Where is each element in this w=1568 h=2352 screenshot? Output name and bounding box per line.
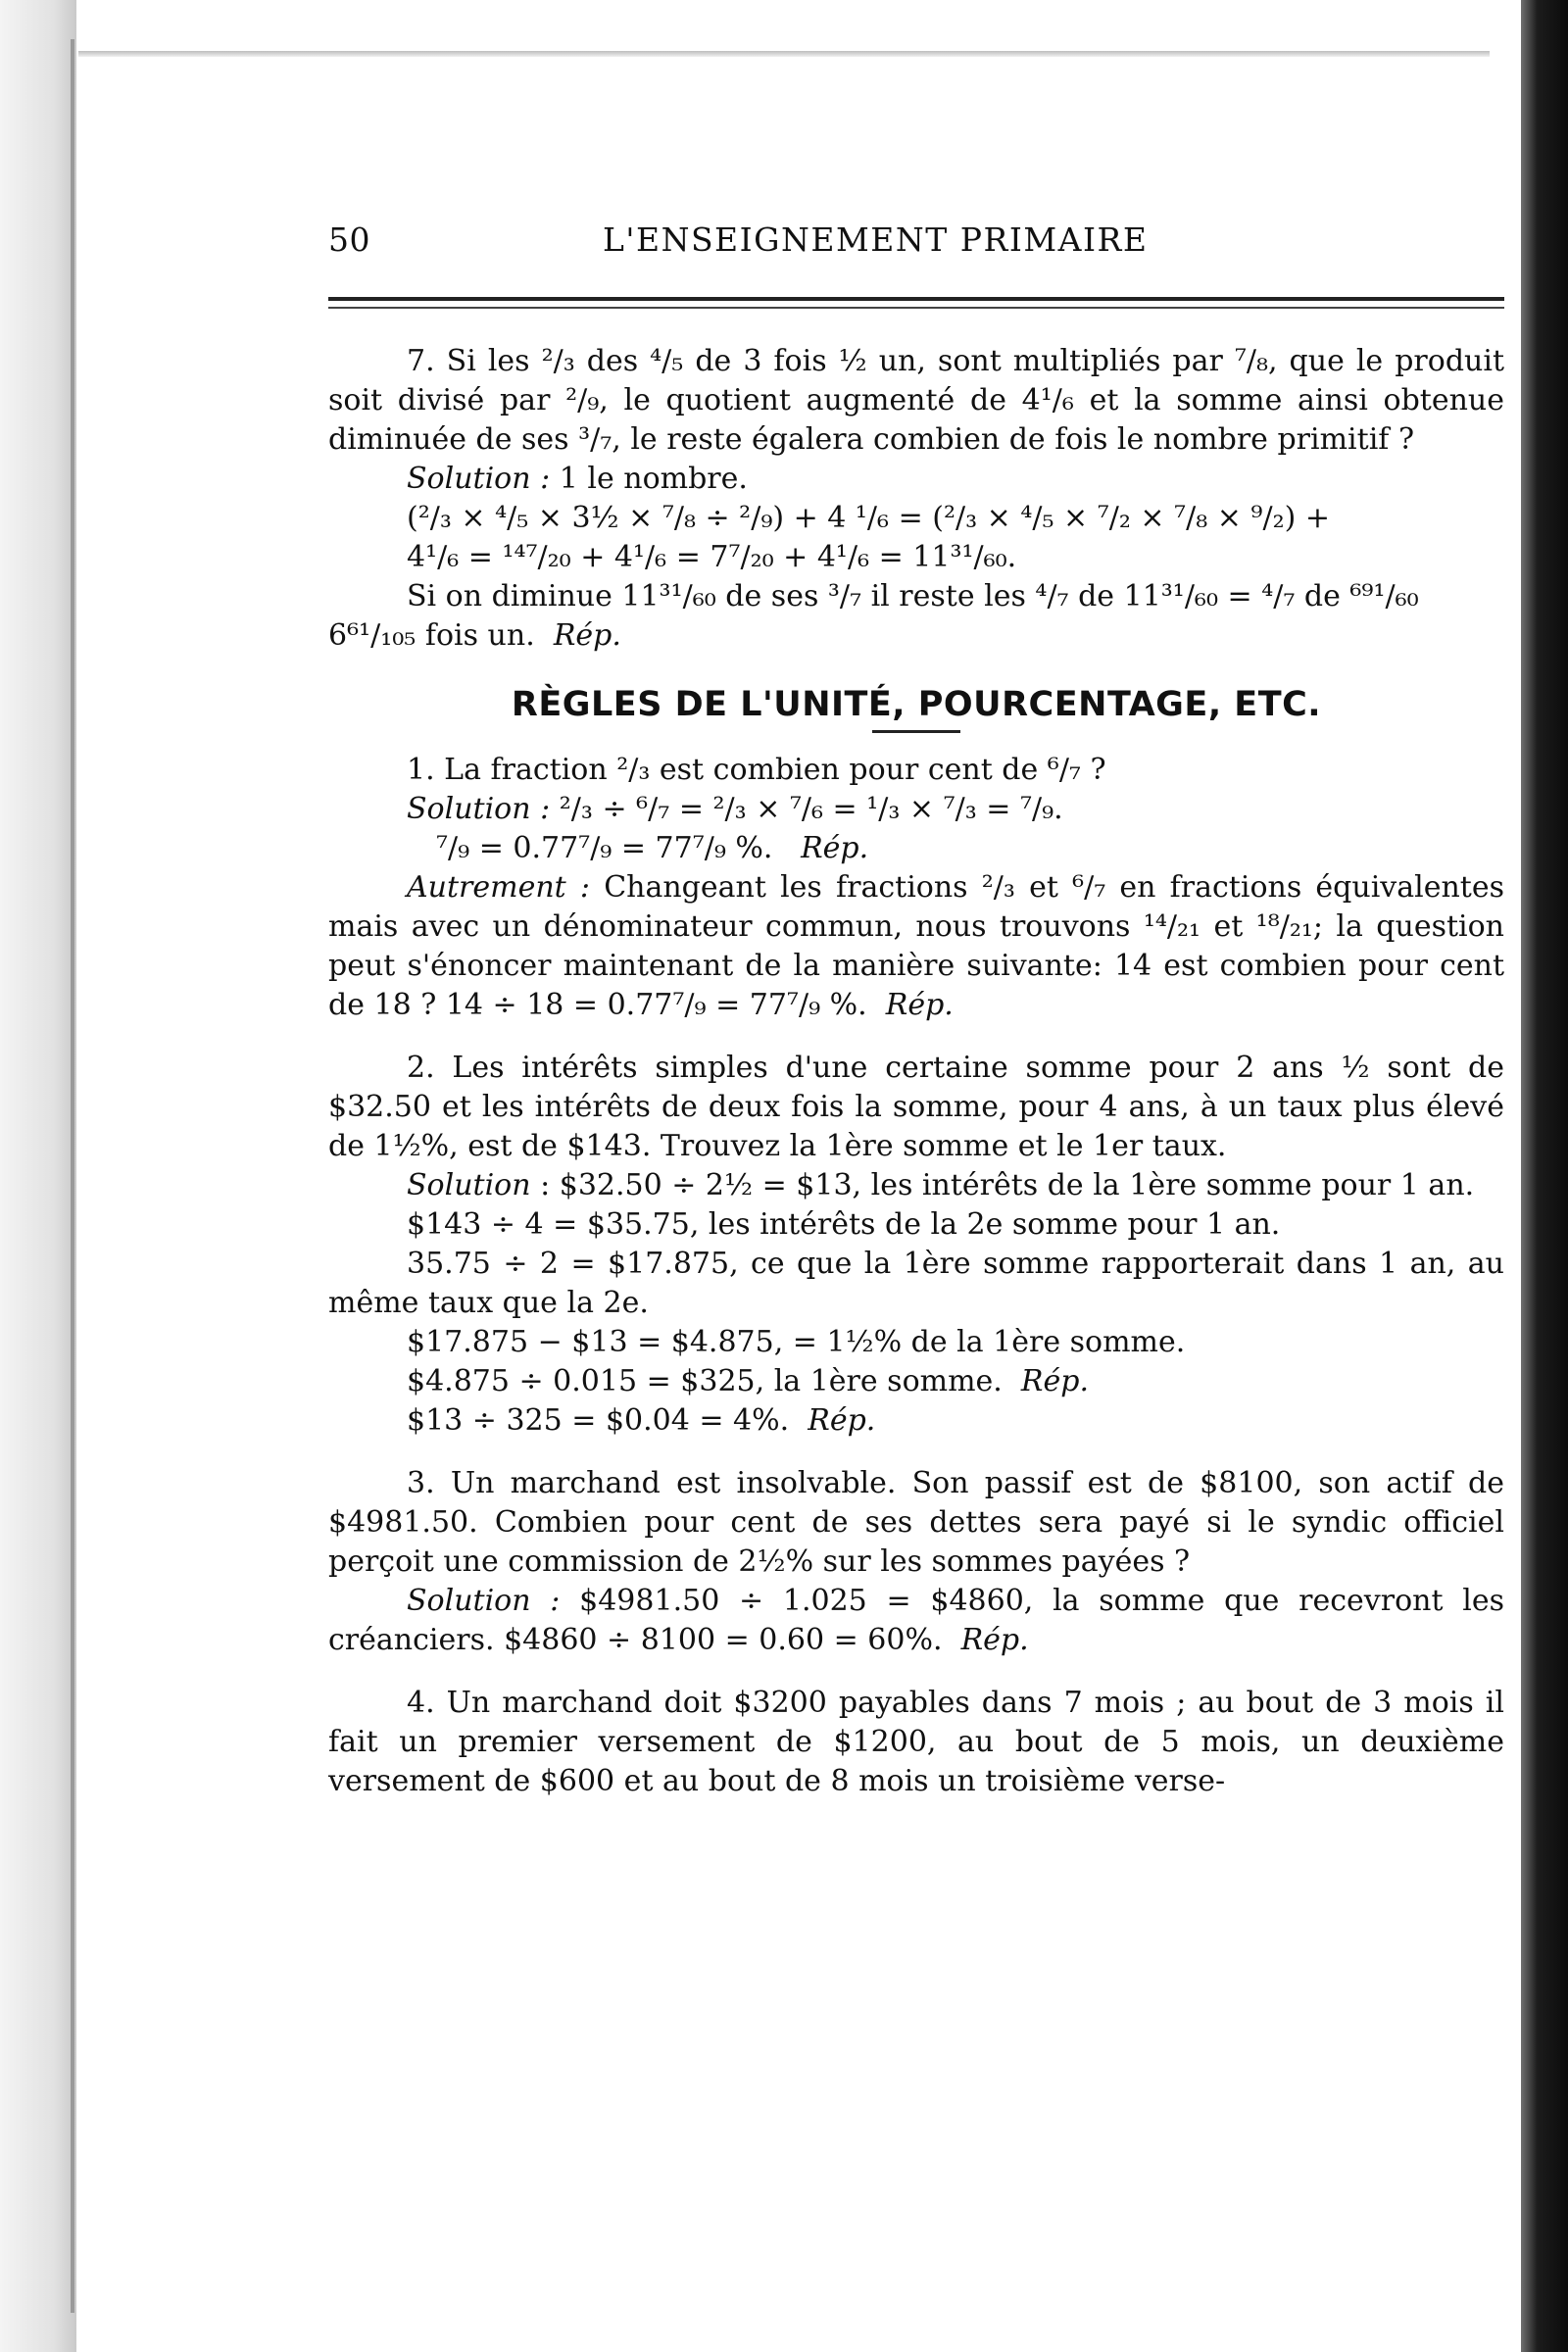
spacer (328, 1660, 1504, 1684)
page-body (328, 342, 1504, 1801)
scan-left-margin (0, 0, 76, 2352)
problem-1-autrement (328, 868, 1504, 1025)
problem-4-statement: 4. Un marchand doit $3200 payables dans 7 mois ; au bout de 3 mois il fait un premier versement de $1200, au bout de 5 mois, un deuxième versement de $600 et au bout de 8 mois un troisième verse- (328, 1686, 1504, 1798)
page-number: 50 (328, 220, 370, 259)
running-title: L'ENSEIGNEMENT PRIMAIRE (603, 220, 1149, 259)
problem-7-calc-line-2: 4¹/₆ = ¹⁴⁷/₂₀ + 4¹/₆ = 7⁷/₂₀ + 4¹/₆ = 11³¹/₆₀. (407, 540, 1017, 574)
problem-7-statement: 7. Si les ²/₃ des ⁴/₅ de 3 fois ½ un, sont multipliés par ⁷/₈, que le produit soit divisé par ²/₉, le quotient augmenté de 4¹/₆ et la somme ainsi obtenue diminuée de ses ³/₇, le reste égalera combien de fois le nombre primitif ? (328, 344, 1504, 457)
section-heading-rule (872, 730, 960, 733)
rep-label: Rép. (960, 1623, 1029, 1657)
problem-1-statement: 1. La fraction ²/₃ est combien pour cent de ⁶/₇ ? (407, 753, 1106, 787)
problem-7-solution (328, 460, 1504, 499)
header-rule-thin (328, 307, 1504, 309)
rep-label: Rép. (801, 831, 869, 865)
problem-7-calc-line-3: Si on diminue 11³¹/₆₀ de ses ³/₇ il reste les ⁴/₇ de 11³¹/₆₀ = ⁴/₇ de ⁶⁹¹/₆₀ (407, 579, 1419, 613)
rep-label: Rép. (808, 1403, 876, 1438)
answer-text: ⁷/₉ = 0.77⁷/₉ = 77⁷/₉ %. (436, 831, 773, 865)
solution-text: ²/₃ ÷ ⁶/₇ = ²/₃ × ⁷/₆ = ¹/₃ × ⁷/₃ = ⁷/₉. (550, 792, 1063, 826)
rep-label: Rép. (553, 618, 621, 653)
line-text: $4.875 ÷ 0.015 = $325, la 1ère somme. (407, 1364, 1003, 1398)
autrement-label: Autrement : (407, 870, 591, 905)
rep-label: Rép. (1020, 1364, 1089, 1398)
problem-2-solution (328, 1166, 1504, 1205)
scan-page-edge (71, 39, 74, 2313)
solution-label: Solution : (407, 1584, 561, 1618)
problem-2-line-3: 35.75 ÷ 2 = $17.875, ce que la 1ère somme rapporterait dans 1 an, au même taux que la 2e. (328, 1247, 1504, 1320)
book-page (328, 220, 1504, 1801)
solution-label: Solution : (407, 462, 551, 496)
problem-1-solution (328, 790, 1504, 829)
solution-text: : $32.50 ÷ 2½ = $13, les intérêts de la 1ère somme pour 1 an. (530, 1168, 1475, 1202)
header-rule (328, 297, 1504, 301)
autrement-text: Changeant les fractions ²/₃ et ⁶/₇ en fractions équivalentes mais avec un dénominateur commun, nous trouvons ¹⁴/₂₁ et ¹⁸/₂₁; la question peut s'énoncer maintenant de la manière suivante: 14 est combien pour cent de 18 ? 14 ÷ 18 = 0.77⁷/₉ = 77⁷/₉ %. (328, 870, 1505, 1022)
solution-text: $4981.50 ÷ 1.025 = $4860, la somme que recevront les créanciers. $4860 ÷ 8100 = 0.60 = 60%. (328, 1584, 1504, 1657)
scan-top-shadow (78, 51, 1490, 57)
solution-label: Solution (407, 1168, 531, 1202)
section-heading: RÈGLES DE L'UNITÉ, POURCENTAGE, ETC. (511, 685, 1322, 724)
problem-7-answer (328, 616, 1504, 656)
problem-7-calc-line-1: (²/₃ × ⁴/₅ × 3½ × ⁷/₈ ÷ ²/₉) + 4 ¹/₆ = (²/₃ × ⁴/₅ × ⁷/₂ × ⁷/₈ × ⁹/₂) + (407, 501, 1330, 535)
problem-2-line-4: $17.875 − $13 = $4.875, = 1½% de la 1ère somme. (407, 1325, 1186, 1359)
problem-2-line-5 (328, 1362, 1504, 1401)
problem-3-statement: 3. Un marchand est insolvable. Son passif est de $8100, son actif de $4981.50. Combien pour cent de ses dettes sera payé si le syndic officiel perçoit une commission de 2½% sur les sommes payées ? (328, 1466, 1504, 1579)
rep-label: Rép. (885, 988, 954, 1022)
solution-label: Solution : (407, 792, 551, 826)
problem-3-solution (328, 1582, 1504, 1660)
spacer (328, 1441, 1504, 1464)
line-text: $13 ÷ 325 = $0.04 = 4%. (407, 1403, 790, 1438)
problem-2-statement: 2. Les intérêts simples d'une certaine somme pour 2 ans ½ sont de $32.50 et les intérêts de deux fois la somme, pour 4 ans, à un taux plus élevé de 1½%, est de $143. Trouvez la 1ère somme et le 1er taux. (328, 1051, 1504, 1163)
answer-text: 6⁶¹/₁₀₅ fois un. (328, 618, 535, 653)
solution-text: 1 le nombre. (550, 462, 748, 496)
scan-right-border (1521, 0, 1568, 2352)
page-header (328, 220, 1504, 275)
problem-2-line-2: $143 ÷ 4 = $35.75, les intérêts de la 2e somme pour 1 an. (407, 1207, 1281, 1242)
problem-2-line-6 (328, 1401, 1504, 1441)
problem-1-answer (328, 829, 1504, 868)
spacer (328, 1025, 1504, 1049)
